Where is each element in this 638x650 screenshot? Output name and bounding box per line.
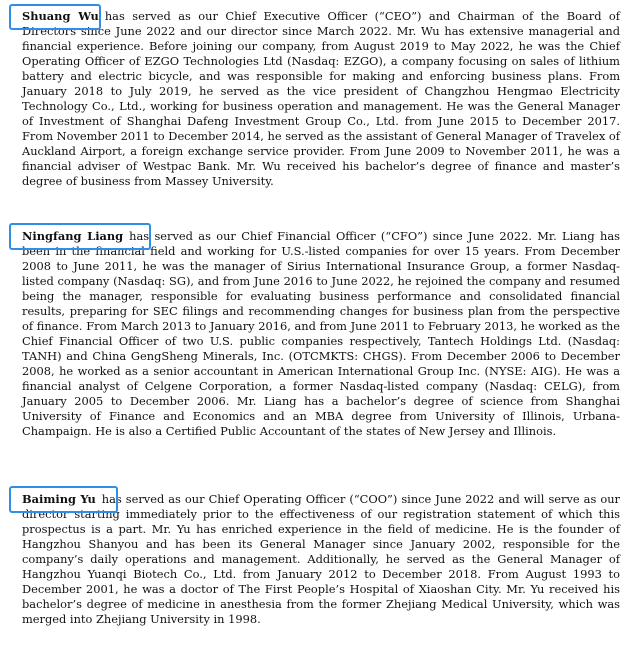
person-name-cfo: Ningfang Liang <box>22 229 124 243</box>
bio-text-ceo: has served as our Chief Executive Officer (“CEO”) and Chairman of the Board of Directors since June 2022 and our director since March 2022. Mr. Wu has extensive managerial and financial experience. Before joining our company, from August 2019 to May 2022, he was the Chief Operating Officer of EZGO Technologies Ltd (Nasdaq: EZGO), a company focusing on sales of lithium battery and electric bicycle, and was responsible for making and enforcing business plans. From January 2018 to July 2019, he served as the vice president of Changzhou Hengmao Electricity Technology Co., Ltd., working for business operation and management. He was the General Manager of Investment of Shanghai Dafeng Investment Group Co., Ltd. from June 2015 to December 2017. From November 2011 to December 2014, he served as the assistant of General Manager of Travelex of Auckland Airport, a foreign exchange service provider. From June 2009 to November 2011, he was a financial adviser of Westpac Bank. Mr. Wu received his bachelor’s degree of finance and master’s degree of business from Massey University. <box>22 9 621 188</box>
bio-text-coo: has served as our Chief Operating Officer (“COO”) since June 2022 and will serve as our director starting immediately prior to the effectiveness of our registration statement of which this prospectus is a part. Mr. Yu has enriched experience in the field of medicine. He is the founder of Hangzhou Shanyou and has been its General Manager since January 2002, responsible for the company’s daily operations and management. Additionally, he served as the General Manager of Hangzhou Yuanqi Biotech Co., Ltd. from January 2012 to December 2018. From August 1993 to December 2001, he was a doctor of The First People’s Hospital of Xiaoshan City. Mr. Yu received his bachelor’s degree of medicine in anesthesia from the former Zhejiang Medical University, which was merged into Zhejiang University in 1998. <box>22 492 620 626</box>
bio-paragraph-coo <box>22 492 620 627</box>
bio-paragraph-ceo <box>22 9 620 189</box>
person-name-coo: Baiming Yu <box>22 492 96 506</box>
person-name-ceo: Shuang Wu <box>22 9 99 23</box>
bio-text-cfo: has served as our Chief Financial Officer (“CFO”) since June 2022. Mr. Liang has been in the financial field and working for U.S.-listed companies for over 15 years. From December 2008 to June 2011, he was the manager of Sirius International Insurance Group, a former Nasdaq-listed company (Nasdaq: SG), and from June 2016 to June 2022, he rejoined the company and resumed being the manager, responsible for evaluating business performance and consolidated financial results, preparing for SEC filings and recommending changes for business plan from the perspective of finance. From March 2013 to January 2016, and from June 2011 to February 2013, he worked as the Chief Financial Officer of two U.S. public companies respectively, Tantech Holdings Ltd. (Nasdaq: TANH) and China GengSheng Minerals, Inc. (OTCMKTS: CHGS). From December 2006 to December 2008, he worked as a senior accountant in American International Group Inc. (NYSE: AIG). He was a financial analyst of Celgene Corporation, a former Nasdaq-listed company (Nasdaq: CELG), from January 2005 to December 2006. Mr. Liang has a bachelor’s degree of science from Shanghai University of Finance and Economics and an MBA degree from University of Illinois, Urbana-Champaign. He is also a Certified Public Accountant of the states of New Jersey and Illinois. <box>22 229 620 438</box>
bio-paragraph-cfo <box>22 229 620 439</box>
